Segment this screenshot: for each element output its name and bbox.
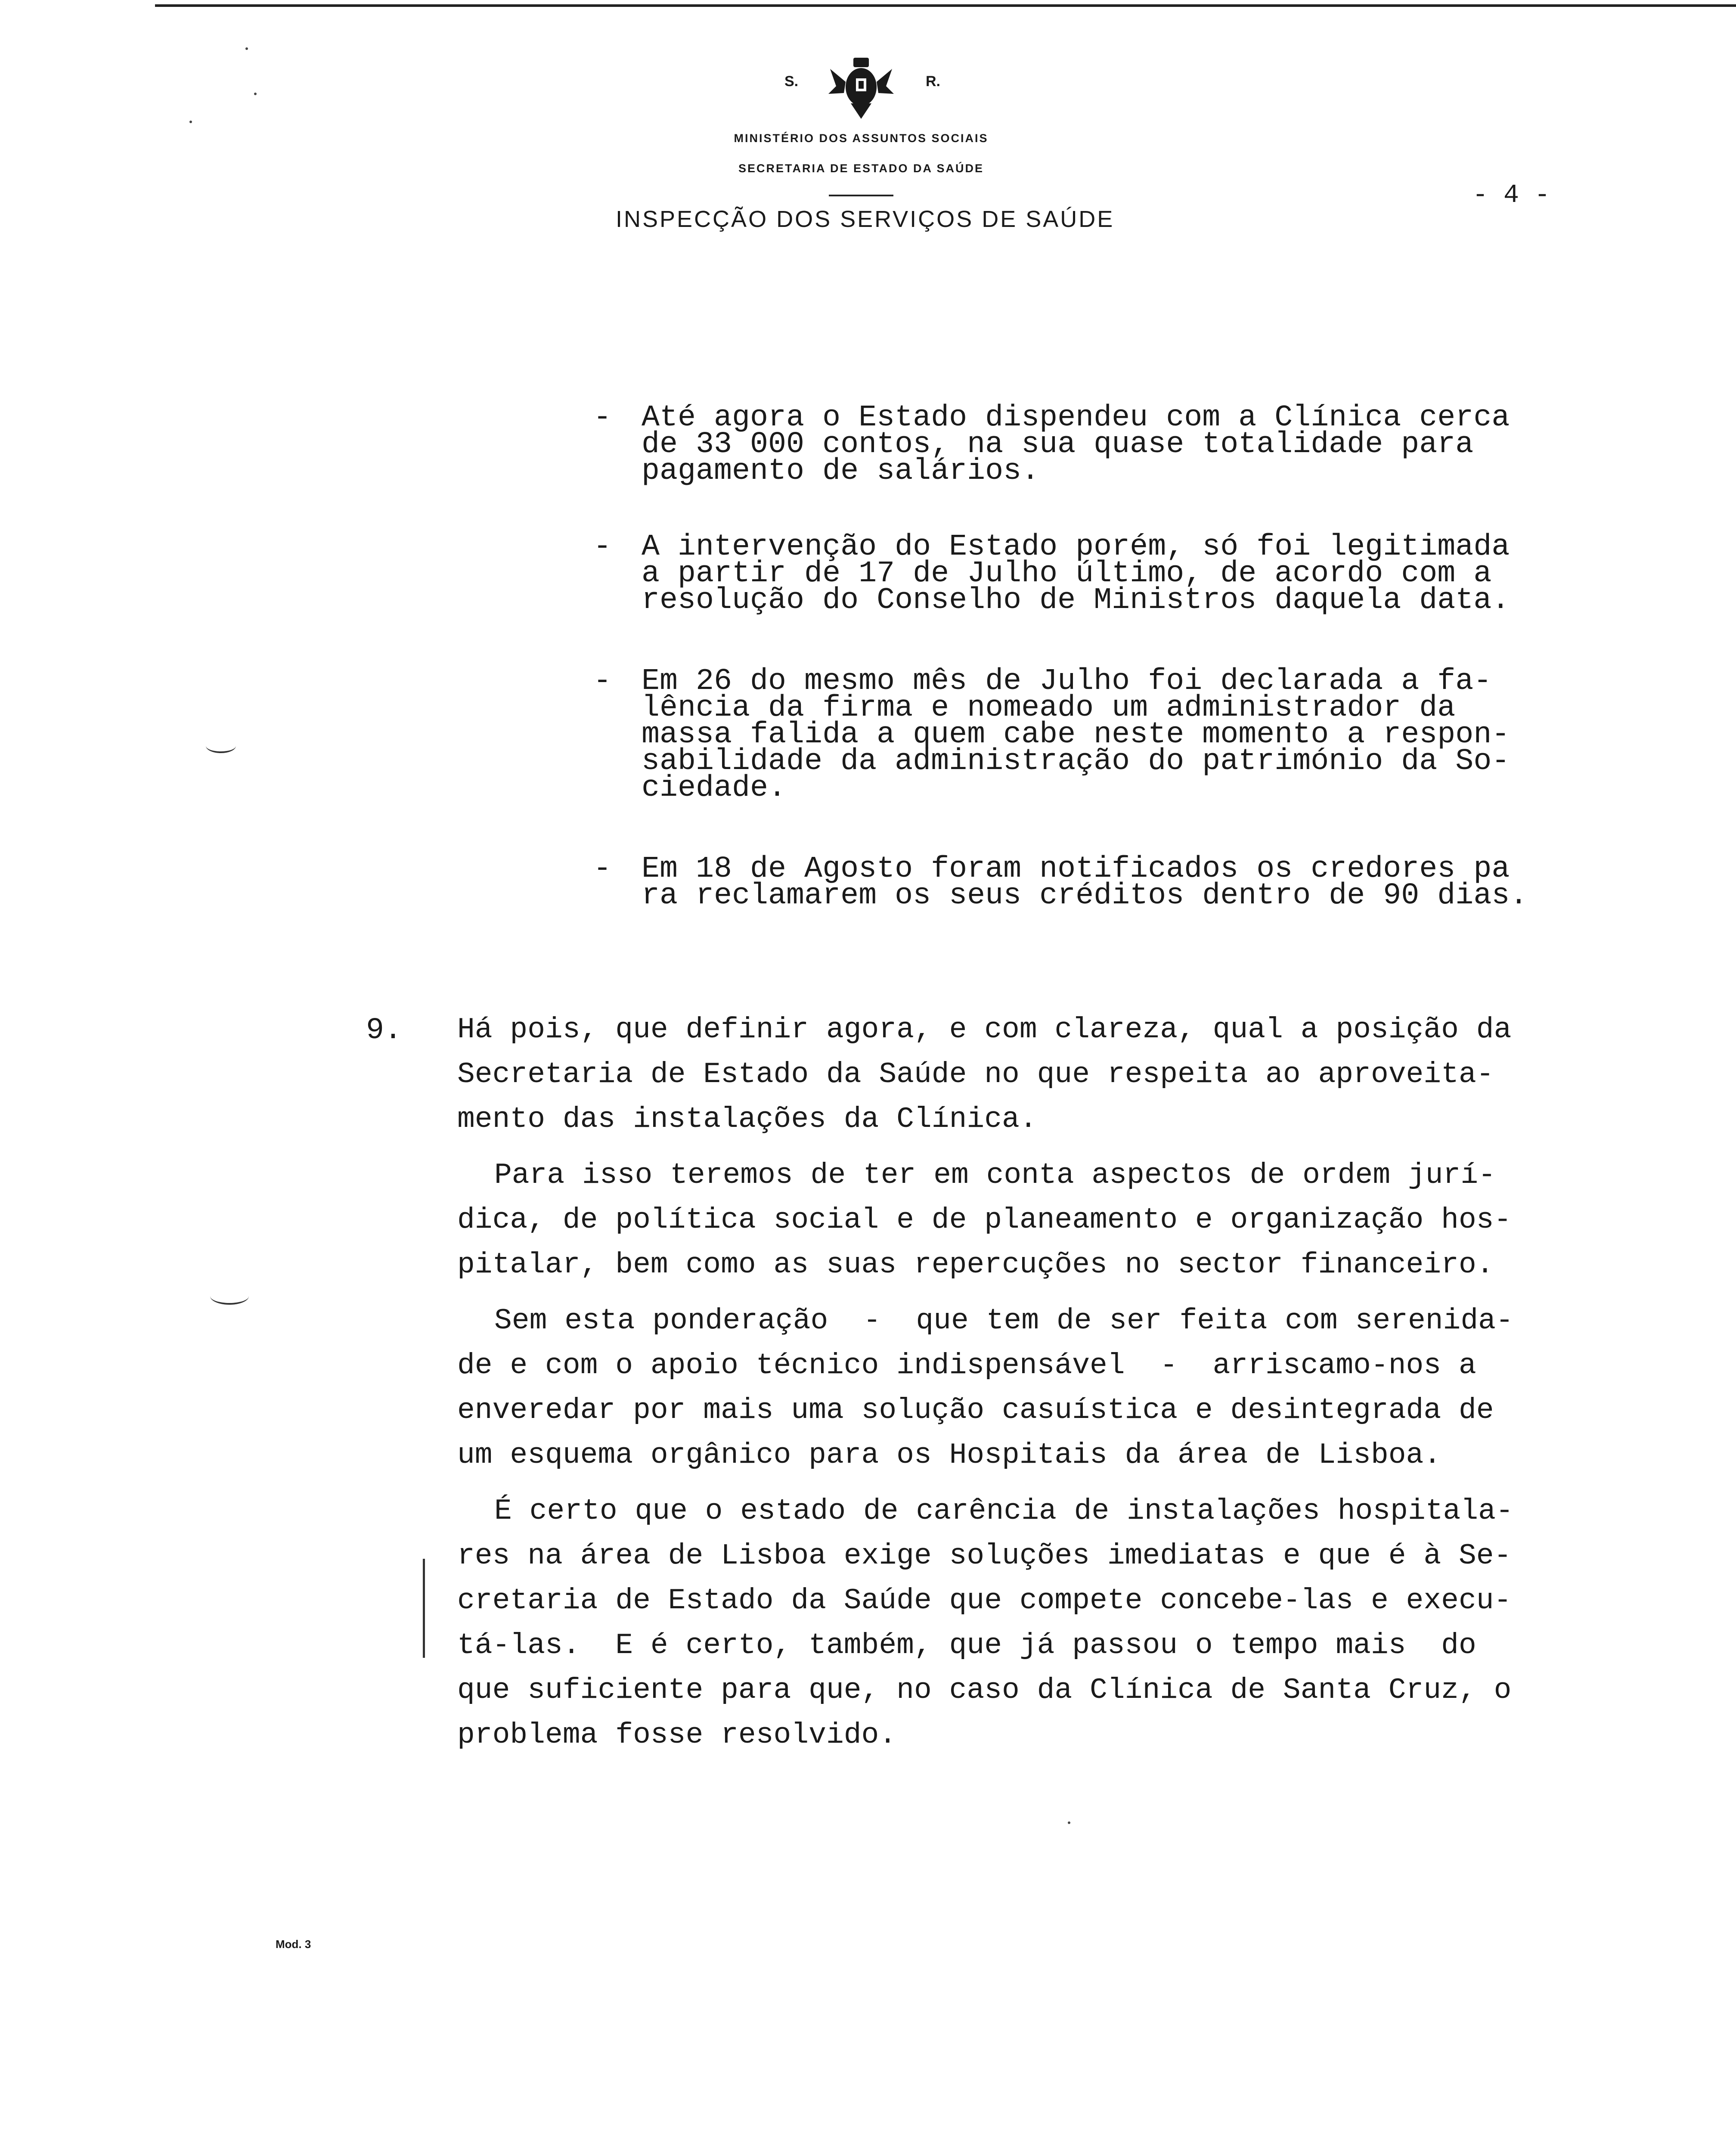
margin-tick-mark — [206, 738, 236, 753]
section9-paragraph-2: Para isso teremos de ter em conta aspectos de ordem jurí- dica, de política social e de planeamento e organização hos- pitalar, bem como as suas repercuções no sector financeiro. — [457, 1159, 1512, 1281]
form-model-label: Mod. 3 — [276, 1938, 311, 1951]
secretaria-name: SECRETARIA DE ESTADO DA SAÚDE — [738, 162, 984, 175]
scan-speck — [254, 93, 257, 95]
section9-paragraph-3: Sem esta ponderação - que tem de ser feita com serenida- de e com o apoio técnico indispensável - arriscamo-nos a enveredar por mais uma solução casuística e desintegrada de um esquema orgânico para os Hospitais da área de Lisboa. — [457, 1304, 1513, 1472]
inspeccao-title: INSPECÇÃO DOS SERVIÇOS DE SAÚDE — [616, 206, 1115, 232]
section9-paragraph-1: Há pois, que definir agora, e com clareza, qual a posição da Secretaria de Estado da Saúde no que respeita ao aproveita- mento das instalações da Clínica. — [457, 1013, 1512, 1136]
margin-tick-mark — [210, 1287, 249, 1305]
sr-right-label: R. — [926, 73, 940, 90]
header-divider — [829, 195, 893, 196]
bullet-dash: - — [593, 401, 612, 435]
section-number: 9. — [366, 1014, 403, 1048]
bullet-dash: - — [593, 530, 612, 564]
bullet-dash: - — [593, 852, 612, 886]
bullet-item-1: Até agora o Estado dispendeu com a Clínica cerca de 33 000 contos, na sua quase totalidade para pagamento de salários. — [642, 401, 1510, 488]
scan-speck — [245, 47, 248, 50]
ministry-name: MINISTÉRIO DOS ASSUNTOS SOCIAIS — [734, 132, 989, 145]
margin-bar — [423, 1559, 425, 1658]
page-number: - 4 - — [1472, 181, 1550, 210]
scan-speck — [1068, 1821, 1070, 1824]
coat-of-arms-emblem — [827, 56, 896, 121]
bullet-item-2: A intervenção do Estado porém, só foi legitimada a partir de 17 de Julho último, de acordo com a resolução do Conselho de Ministros daquela data. — [642, 530, 1510, 617]
top-edge-line — [155, 4, 1736, 7]
bullet-item-3: Em 26 do mesmo mês de Julho foi declarada a fa- lência da firma e nomeado um administrador da massa falida a quem cabe neste momento a respon- sabilidade da administração do património da So- ciedade. — [642, 664, 1510, 805]
bullet-dash: - — [593, 664, 612, 698]
section9-paragraph-4: É certo que o estado de carência de instalações hospitala- res na área de Lisboa exige soluções imediatas e que é à Se- cretaria de Estado da Saúde que compete concebe-las e execu- tá-las. E é certo, também, que já passou o tempo mais do que suficiente para que, no caso da Clínica de Santa Cruz, o problema fosse resolvido. — [457, 1495, 1513, 1752]
sr-left-label: S. — [784, 73, 799, 90]
scan-speck — [189, 121, 192, 123]
bullet-item-4: Em 18 de Agosto foram notificados os credores pa ra reclamarem os seus créditos dentro de 90 dias. — [642, 852, 1528, 913]
